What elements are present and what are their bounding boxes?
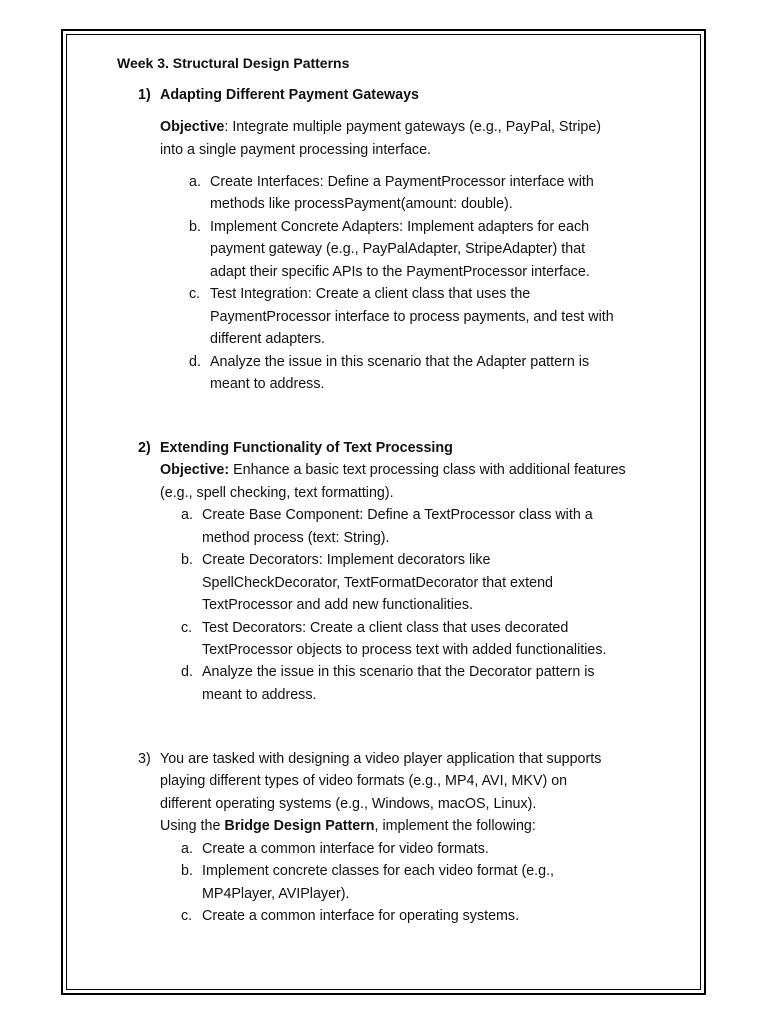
list-item-text: Analyze the issue in this scenario that the Decorator pattern is <box>202 664 595 680</box>
list-item-text: Implement concrete classes for each video format (e.g., <box>202 863 555 879</box>
list-item-text: Create a common interface for video formats. <box>202 841 489 857</box>
list-item-text: different adapters. <box>210 331 325 347</box>
list-marker: d. <box>181 664 193 680</box>
objective-text: : Integrate multiple payment gateways (e.g., PayPal, Stripe) <box>224 119 602 135</box>
section-1-objective <box>160 116 601 139</box>
bridge-pattern-label: Bridge Design Pattern <box>224 818 375 834</box>
using-post: , implement the following: <box>374 818 536 834</box>
section-1-number: 1) <box>138 87 151 103</box>
list-item-text: Analyze the issue in this scenario that the Adapter pattern is <box>210 354 590 370</box>
section-2-heading: Extending Functionality of Text Processing <box>160 440 453 456</box>
list-item-text: SpellCheckDecorator, TextFormatDecorator that extend <box>202 575 553 591</box>
list-item-text: Test Decorators: Create a client class that uses decorated <box>202 620 569 636</box>
section-2-objective <box>160 459 626 482</box>
objective-label: Objective <box>160 119 225 135</box>
list-item-text: MP4Player, AVIPlayer). <box>202 886 350 902</box>
list-item-text: methods like processPayment(amount: double). <box>210 196 513 212</box>
list-item-text: Create a common interface for operating systems. <box>202 908 520 924</box>
list-item-text: meant to address. <box>210 376 325 392</box>
list-marker: a. <box>181 841 193 857</box>
list-marker: c. <box>181 620 193 636</box>
section-2-objective-cont: (e.g., spell checking, text formatting). <box>160 485 394 501</box>
section-3-text: different operating systems (e.g., Windows, macOS, Linux). <box>160 796 537 812</box>
list-item-text: Create Decorators: Implement decorators like <box>202 552 491 568</box>
section-1-objective-cont: into a single payment processing interface. <box>160 142 431 158</box>
section-1-heading: Adapting Different Payment Gateways <box>160 87 419 103</box>
objective-label: Objective: <box>160 462 230 478</box>
list-marker: d. <box>189 354 201 370</box>
list-item-text: TextProcessor and add new functionalities. <box>202 597 473 613</box>
using-pre: Using the <box>160 818 225 834</box>
objective-text: Enhance a basic text processing class with additional features <box>229 462 626 478</box>
section-3-number: 3) <box>138 751 151 767</box>
page-title: Week 3. Structural Design Patterns <box>117 55 350 71</box>
list-marker: b. <box>181 552 193 568</box>
list-item-text: meant to address. <box>202 687 317 703</box>
list-marker: a. <box>181 507 193 523</box>
section-3-text: playing different types of video formats (e.g., MP4, AVI, MKV) on <box>160 773 568 789</box>
list-item-text: Create Interfaces: Define a PaymentProcessor interface with <box>210 174 594 190</box>
list-item-text: payment gateway (e.g., PayPalAdapter, StripeAdapter) that <box>210 241 586 257</box>
section-3-using-line <box>160 815 536 838</box>
list-marker: c. <box>189 286 201 302</box>
section-3-text: You are tasked with designing a video player application that supports <box>160 751 602 767</box>
list-marker: a. <box>189 174 201 190</box>
list-item-text: Test Integration: Create a client class that uses the <box>210 286 531 302</box>
list-item-text: PaymentProcessor interface to process payments, and test with <box>210 309 614 325</box>
list-item-text: Implement Concrete Adapters: Implement adapters for each <box>210 219 590 235</box>
list-marker: b. <box>181 863 193 879</box>
list-item-text: Create Base Component: Define a TextProcessor class with a <box>202 507 593 523</box>
list-item-text: method process (text: String). <box>202 530 390 546</box>
section-2-number: 2) <box>138 440 151 456</box>
list-item-text: adapt their specific APIs to the PaymentProcessor interface. <box>210 264 590 280</box>
list-item-text: TextProcessor objects to process text with added functionalities. <box>202 642 607 658</box>
list-marker: c. <box>181 908 193 924</box>
list-marker: b. <box>189 219 201 235</box>
